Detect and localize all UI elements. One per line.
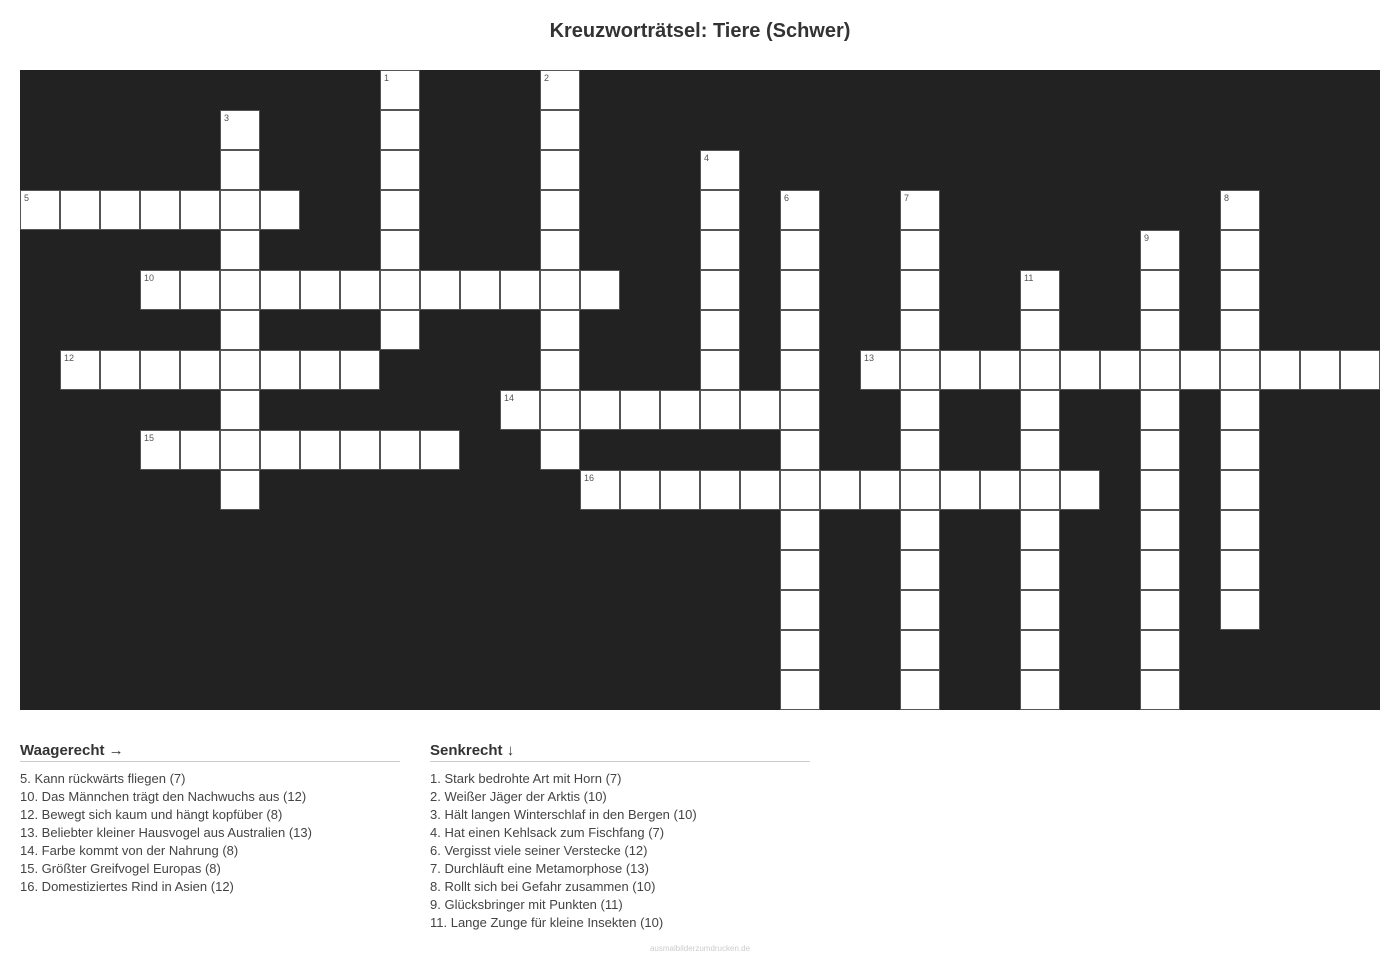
grid-cell[interactable] bbox=[300, 270, 340, 310]
clue-number: 8 bbox=[1224, 193, 1230, 203]
grid-cell[interactable] bbox=[700, 230, 740, 270]
grid-cell[interactable] bbox=[1020, 630, 1060, 670]
grid-cell[interactable] bbox=[700, 470, 740, 510]
grid-cell[interactable] bbox=[900, 230, 940, 270]
down-clue: 8. Rollt sich bei Gefahr zusammen (10) bbox=[430, 879, 656, 894]
down-clue-list bbox=[430, 770, 810, 932]
down-clues-panel bbox=[430, 741, 810, 932]
grid-cell[interactable] bbox=[180, 190, 220, 230]
grid-cell[interactable] bbox=[580, 390, 620, 430]
grid-cell[interactable] bbox=[780, 470, 820, 510]
grid-cell[interactable] bbox=[500, 270, 540, 310]
grid-cell[interactable] bbox=[180, 430, 220, 470]
grid-cell[interactable] bbox=[540, 230, 580, 270]
grid-cell[interactable] bbox=[540, 270, 580, 310]
clue-number: 15 bbox=[144, 433, 155, 443]
down-clue: 9. Glücksbringer mit Punkten (11) bbox=[430, 897, 623, 912]
grid-cell[interactable] bbox=[860, 350, 900, 390]
clue-number: 6 bbox=[784, 193, 790, 203]
page-title: Kreuzworträtsel: Tiere (Schwer) bbox=[549, 20, 851, 42]
grid-cell[interactable] bbox=[1140, 350, 1180, 390]
grid-cell[interactable] bbox=[20, 190, 60, 230]
clue-number: 1 bbox=[384, 73, 390, 83]
grid-cell[interactable] bbox=[1060, 350, 1100, 390]
grid-cell[interactable] bbox=[60, 190, 100, 230]
grid-cell[interactable] bbox=[900, 510, 940, 550]
grid-cell[interactable] bbox=[1020, 310, 1060, 350]
grid-cell[interactable] bbox=[540, 70, 580, 110]
grid-cell[interactable] bbox=[740, 390, 780, 430]
grid-cell[interactable] bbox=[260, 430, 300, 470]
grid-cell[interactable] bbox=[420, 270, 460, 310]
grid-cell[interactable] bbox=[140, 190, 180, 230]
grid-cell[interactable] bbox=[420, 430, 460, 470]
grid-cell[interactable] bbox=[1140, 510, 1180, 550]
grid-cell[interactable] bbox=[1140, 630, 1180, 670]
grid-cell[interactable] bbox=[1140, 590, 1180, 630]
grid-cell[interactable] bbox=[1340, 350, 1380, 390]
grid-cell[interactable] bbox=[1100, 350, 1140, 390]
grid-cell[interactable] bbox=[220, 390, 260, 430]
clue-number: 9 bbox=[1144, 233, 1150, 243]
grid-cell[interactable] bbox=[700, 270, 740, 310]
grid-cell[interactable] bbox=[260, 190, 300, 230]
down-clue: 1. Stark bedrohte Art mit Horn (7) bbox=[430, 771, 622, 786]
grid-cell[interactable] bbox=[1260, 350, 1300, 390]
across-heading: Waagerecht → bbox=[20, 741, 400, 762]
grid-cell[interactable] bbox=[980, 350, 1020, 390]
grid-cell[interactable] bbox=[780, 550, 820, 590]
grid-cell[interactable] bbox=[1140, 470, 1180, 510]
across-clue: 13. Beliebter kleiner Hausvogel aus Australien (13) bbox=[20, 825, 312, 840]
grid-cell[interactable] bbox=[380, 270, 420, 310]
grid-cell[interactable] bbox=[1220, 510, 1260, 550]
across-clue: 16. Domestiziertes Rind in Asien (12) bbox=[20, 879, 234, 894]
grid-cell[interactable] bbox=[700, 350, 740, 390]
grid-cell[interactable] bbox=[740, 470, 780, 510]
grid-cell[interactable] bbox=[220, 110, 260, 150]
grid-cell[interactable] bbox=[220, 430, 260, 470]
down-clue: 11. Lange Zunge für kleine Insekten (10) bbox=[430, 915, 664, 930]
down-clue: 3. Hält langen Winterschlaf in den Bergen (10) bbox=[430, 807, 697, 822]
grid-cell[interactable] bbox=[540, 430, 580, 470]
grid-cell[interactable] bbox=[1020, 510, 1060, 550]
crossword-grid bbox=[20, 70, 1380, 710]
grid-cell[interactable] bbox=[900, 390, 940, 430]
grid-cell[interactable] bbox=[900, 630, 940, 670]
down-heading: Senkrecht ↓ bbox=[430, 741, 810, 762]
clue-number: 7 bbox=[904, 193, 910, 203]
grid-cell[interactable] bbox=[540, 310, 580, 350]
down-clue: 2. Weißer Jäger der Arktis (10) bbox=[430, 789, 607, 804]
grid-cell[interactable] bbox=[140, 350, 180, 390]
grid-cell[interactable] bbox=[1220, 230, 1260, 270]
grid-cell[interactable] bbox=[1220, 550, 1260, 590]
grid-cell[interactable] bbox=[380, 310, 420, 350]
clue-number: 2 bbox=[544, 73, 550, 83]
grid-cell[interactable] bbox=[900, 350, 940, 390]
grid-cell[interactable] bbox=[700, 190, 740, 230]
grid-cell[interactable] bbox=[620, 470, 660, 510]
clue-number: 4 bbox=[704, 153, 710, 163]
down-clue: 4. Hat einen Kehlsack zum Fischfang (7) bbox=[430, 825, 665, 840]
grid-cell[interactable] bbox=[100, 190, 140, 230]
grid-cell[interactable] bbox=[900, 590, 940, 630]
grid-cell[interactable] bbox=[780, 350, 820, 390]
grid-cell[interactable] bbox=[300, 430, 340, 470]
grid-cell[interactable] bbox=[1020, 350, 1060, 390]
grid-cell[interactable] bbox=[900, 310, 940, 350]
grid-cell[interactable] bbox=[1140, 310, 1180, 350]
grid-cell[interactable] bbox=[700, 150, 740, 190]
grid-cell[interactable] bbox=[100, 350, 140, 390]
grid-cell[interactable] bbox=[1020, 470, 1060, 510]
grid-cell[interactable] bbox=[220, 350, 260, 390]
clue-number: 5 bbox=[24, 193, 30, 203]
grid-cell[interactable] bbox=[660, 390, 700, 430]
grid-cell[interactable] bbox=[940, 350, 980, 390]
grid-cell[interactable] bbox=[340, 350, 380, 390]
grid-cell[interactable] bbox=[780, 190, 820, 230]
clue-number: 10 bbox=[144, 273, 155, 283]
across-clue: 10. Das Männchen trägt den Nachwuchs aus (12) bbox=[20, 789, 307, 804]
grid-cell[interactable] bbox=[980, 470, 1020, 510]
grid-cell[interactable] bbox=[380, 150, 420, 190]
grid-cell[interactable] bbox=[1020, 670, 1060, 710]
grid-cell[interactable] bbox=[900, 430, 940, 470]
footer-credit: ausmalbilderzumdrucken.de bbox=[649, 944, 751, 953]
grid-cell[interactable] bbox=[1020, 430, 1060, 470]
clue-number: 12 bbox=[64, 353, 75, 363]
grid-cell[interactable] bbox=[1220, 430, 1260, 470]
across-clues-panel bbox=[20, 741, 400, 896]
grid-cell[interactable] bbox=[900, 550, 940, 590]
grid-cell[interactable] bbox=[900, 270, 940, 310]
across-clue-list bbox=[20, 770, 400, 896]
grid-cell[interactable] bbox=[1060, 470, 1100, 510]
grid-cell[interactable] bbox=[780, 510, 820, 550]
grid-cell[interactable] bbox=[540, 150, 580, 190]
grid-cell[interactable] bbox=[1140, 550, 1180, 590]
grid-cell[interactable] bbox=[340, 430, 380, 470]
grid-cell[interactable] bbox=[820, 470, 860, 510]
down-clue: 6. Vergisst viele seiner Verstecke (12) bbox=[430, 843, 648, 858]
grid-cell[interactable] bbox=[1020, 550, 1060, 590]
grid-cell[interactable] bbox=[1220, 270, 1260, 310]
grid-cell[interactable] bbox=[460, 270, 500, 310]
grid-cell[interactable] bbox=[540, 190, 580, 230]
grid-cell[interactable] bbox=[1020, 590, 1060, 630]
grid-cell[interactable] bbox=[380, 70, 420, 110]
grid-cell[interactable] bbox=[140, 430, 180, 470]
grid-cell[interactable] bbox=[860, 470, 900, 510]
grid-cell[interactable] bbox=[780, 310, 820, 350]
grid-cell[interactable] bbox=[580, 470, 620, 510]
grid-cell[interactable] bbox=[380, 430, 420, 470]
grid-cell[interactable] bbox=[900, 670, 940, 710]
grid-cell[interactable] bbox=[380, 110, 420, 150]
grid-cell[interactable] bbox=[220, 470, 260, 510]
grid-cell[interactable] bbox=[260, 270, 300, 310]
grid-cell[interactable] bbox=[180, 350, 220, 390]
grid-cell[interactable] bbox=[300, 350, 340, 390]
grid-cell[interactable] bbox=[780, 230, 820, 270]
grid-cell[interactable] bbox=[380, 230, 420, 270]
grid-cell[interactable] bbox=[660, 470, 700, 510]
grid-cell[interactable] bbox=[780, 670, 820, 710]
grid-cell[interactable] bbox=[1140, 270, 1180, 310]
grid-cell[interactable] bbox=[220, 190, 260, 230]
grid-cell[interactable] bbox=[1220, 190, 1260, 230]
grid-cell[interactable] bbox=[1140, 430, 1180, 470]
grid-cell[interactable] bbox=[580, 270, 620, 310]
grid-cell[interactable] bbox=[1220, 350, 1260, 390]
grid-cell[interactable] bbox=[1140, 230, 1180, 270]
grid-cell[interactable] bbox=[620, 390, 660, 430]
grid-cell[interactable] bbox=[1220, 390, 1260, 430]
clue-number: 14 bbox=[504, 393, 515, 403]
grid-cell[interactable] bbox=[340, 270, 380, 310]
grid-cell[interactable] bbox=[540, 110, 580, 150]
grid-cell[interactable] bbox=[1220, 310, 1260, 350]
grid-cell[interactable] bbox=[60, 350, 100, 390]
grid-cell[interactable] bbox=[1140, 390, 1180, 430]
across-clue: 12. Bewegt sich kaum und hängt kopfüber (8) bbox=[20, 807, 283, 822]
grid-cell[interactable] bbox=[180, 270, 220, 310]
grid-cell[interactable] bbox=[780, 430, 820, 470]
grid-cell[interactable] bbox=[1180, 350, 1220, 390]
grid-cell[interactable] bbox=[1220, 590, 1260, 630]
grid-cell[interactable] bbox=[380, 190, 420, 230]
grid-cell[interactable] bbox=[940, 470, 980, 510]
grid-cell[interactable] bbox=[780, 590, 820, 630]
across-clue: 15. Größter Greifvogel Europas (8) bbox=[20, 861, 221, 876]
grid-cell[interactable] bbox=[700, 310, 740, 350]
grid-cell[interactable] bbox=[780, 270, 820, 310]
grid-cell[interactable] bbox=[220, 230, 260, 270]
grid-cell[interactable] bbox=[700, 390, 740, 430]
clue-number: 13 bbox=[864, 353, 875, 363]
grid-cell[interactable] bbox=[1300, 350, 1340, 390]
grid-cell[interactable] bbox=[260, 350, 300, 390]
grid-cell[interactable] bbox=[1140, 670, 1180, 710]
across-clue: 14. Farbe kommt von der Nahrung (8) bbox=[20, 843, 239, 858]
grid-cell[interactable] bbox=[220, 310, 260, 350]
grid-cell[interactable] bbox=[780, 630, 820, 670]
clue-number: 3 bbox=[224, 113, 230, 123]
grid-cell[interactable] bbox=[1220, 470, 1260, 510]
across-clue: 5. Kann rückwärts fliegen (7) bbox=[20, 771, 186, 786]
grid-cell[interactable] bbox=[220, 150, 260, 190]
grid-cell[interactable] bbox=[500, 390, 540, 430]
grid-cell[interactable] bbox=[540, 350, 580, 390]
clue-number: 16 bbox=[584, 473, 595, 483]
grid-cell[interactable] bbox=[780, 390, 820, 430]
grid-cell[interactable] bbox=[900, 470, 940, 510]
grid-cell[interactable] bbox=[220, 270, 260, 310]
grid-cell[interactable] bbox=[140, 270, 180, 310]
grid-cell[interactable] bbox=[1020, 270, 1060, 310]
clue-number: 11 bbox=[1024, 273, 1034, 283]
down-clue: 7. Durchläuft eine Metamorphose (13) bbox=[430, 861, 649, 876]
grid-cell[interactable] bbox=[900, 190, 940, 230]
grid-cell[interactable] bbox=[540, 390, 580, 430]
grid-cell[interactable] bbox=[1020, 390, 1060, 430]
